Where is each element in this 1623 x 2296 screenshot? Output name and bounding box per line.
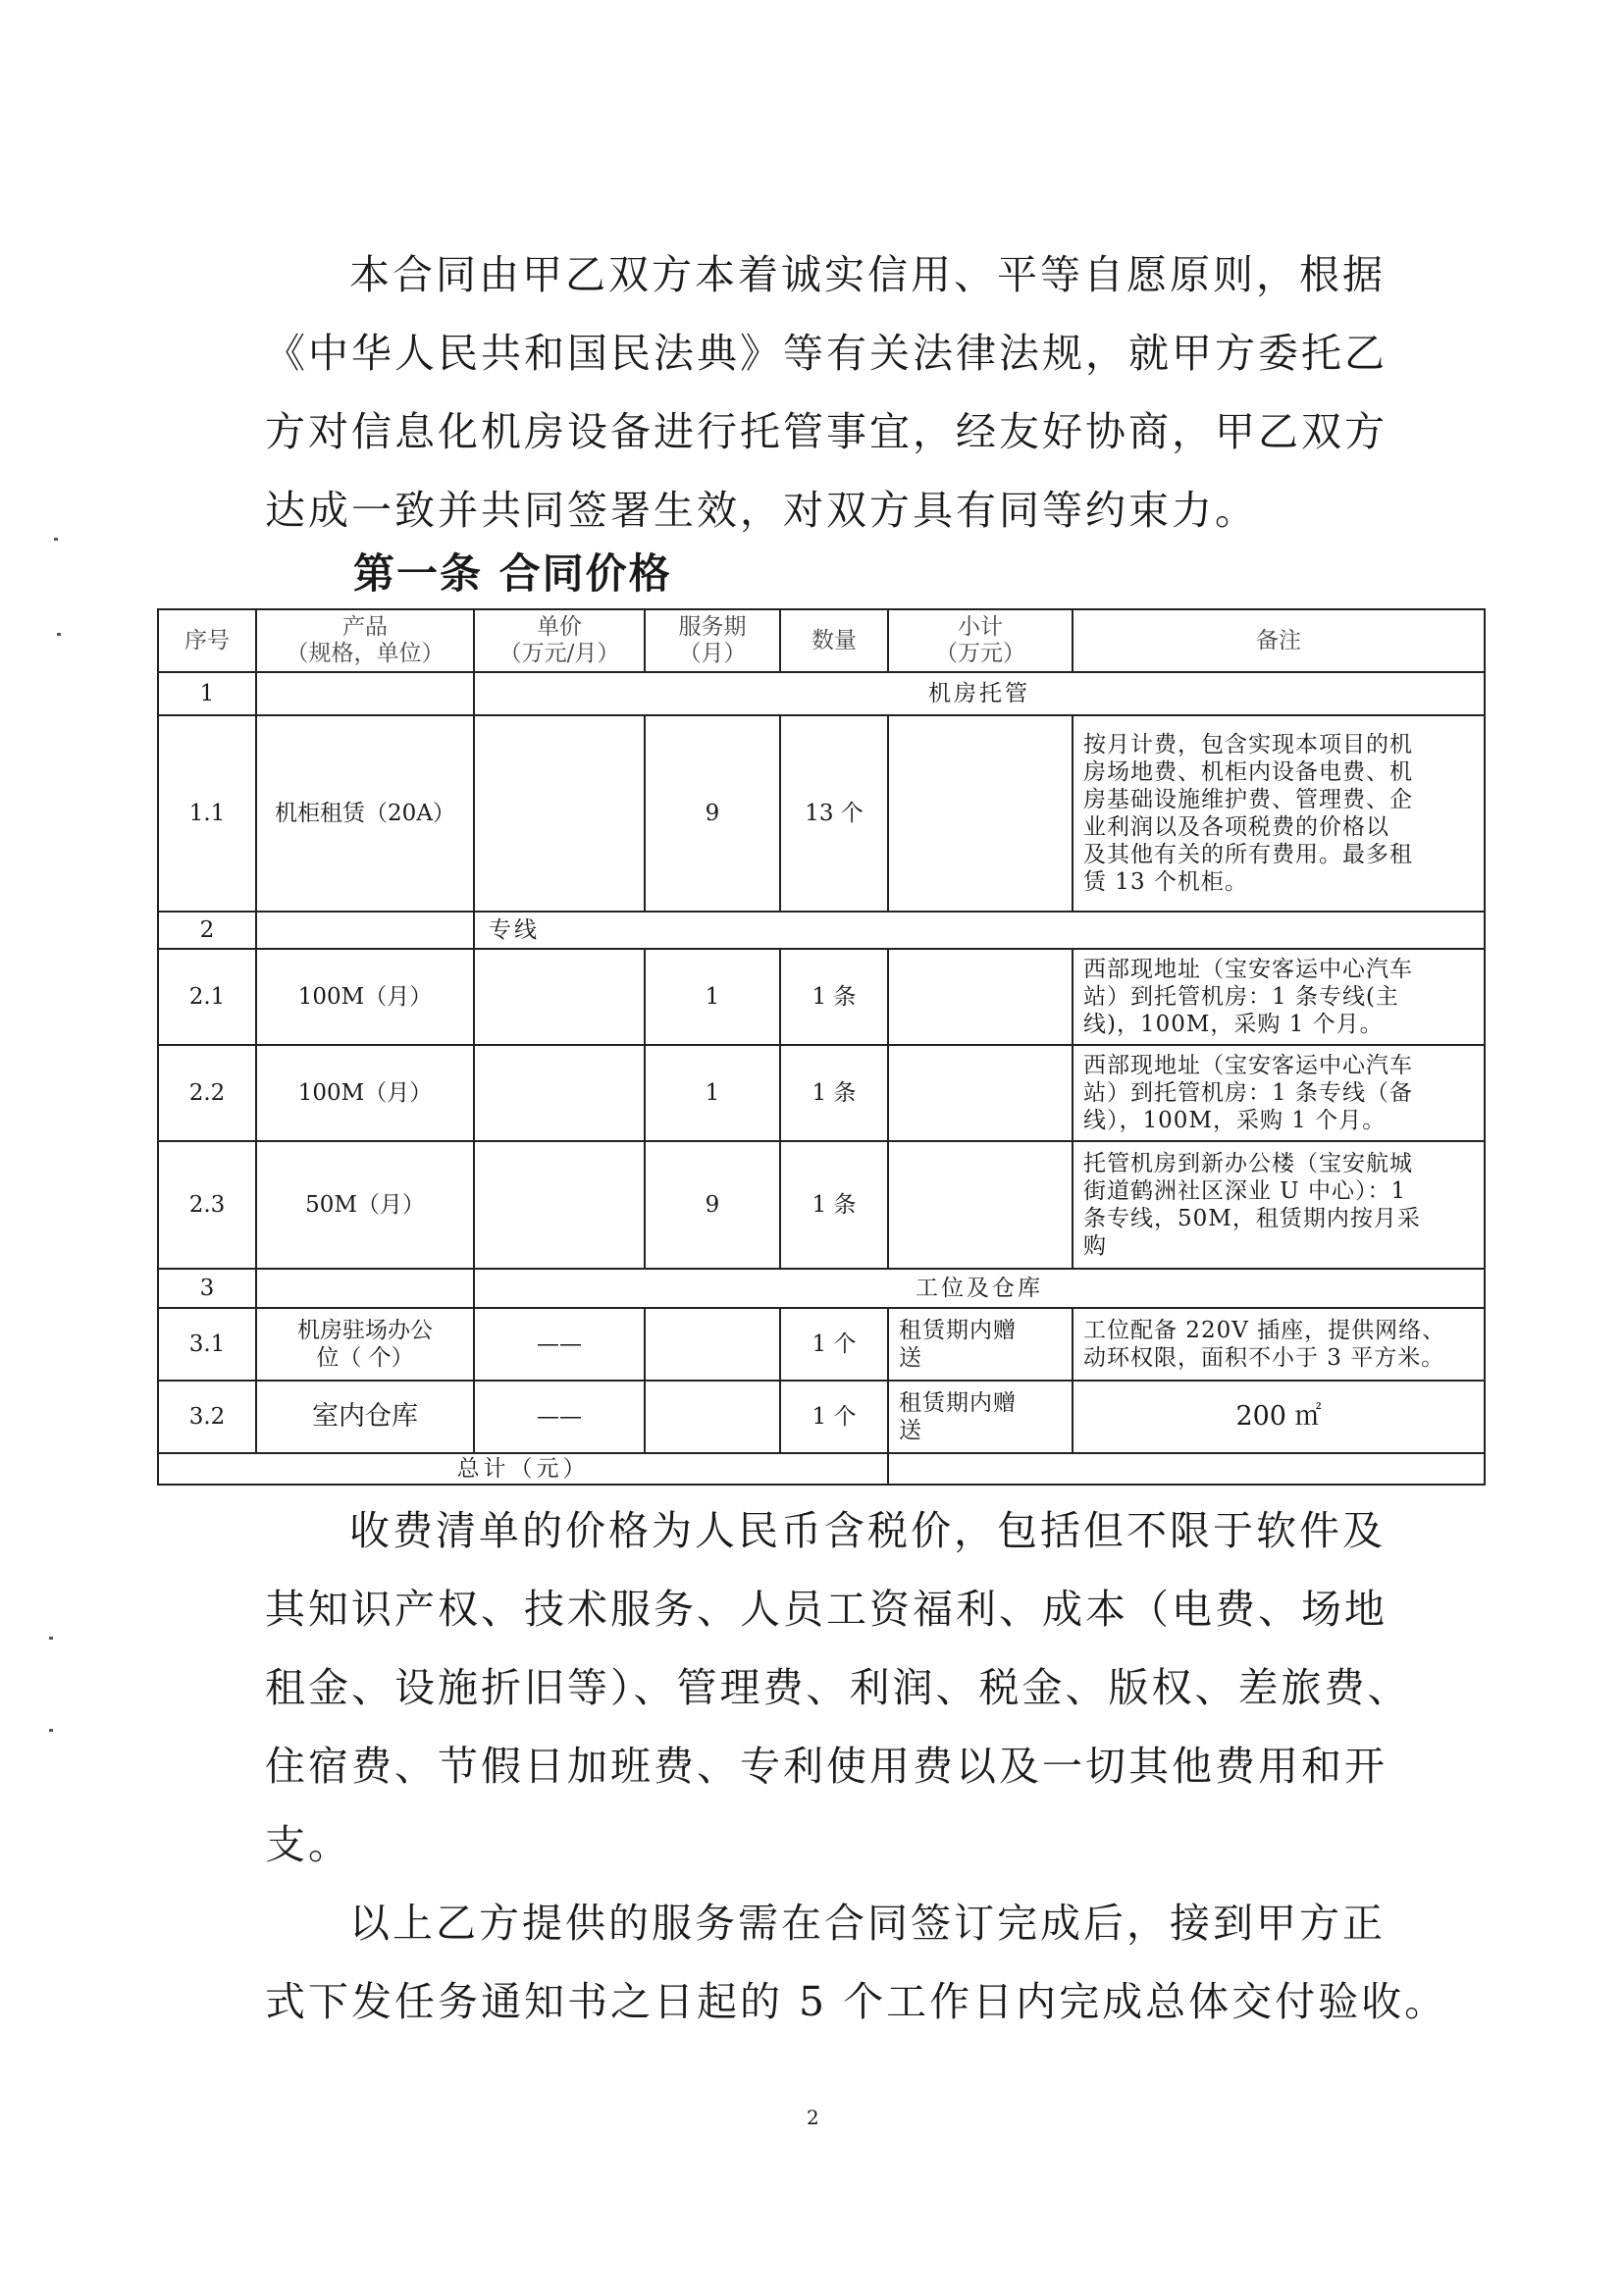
group-seq: 2	[158, 912, 256, 949]
row-product: 室内仓库	[256, 1381, 474, 1453]
header-product-line: （规格，单位）	[286, 641, 445, 666]
remarks-line: 房场地费、机柜内设备电费、机	[1083, 759, 1413, 785]
delivery-line: 以上乙方提供的服务需在合同签订完成后，接到甲方正	[349, 1900, 1386, 1947]
remarks-line: 按月计费，包含实现本项目的机	[1083, 732, 1413, 757]
remarks-line: 工位配备 220V 插座，提供网络、	[1083, 1318, 1446, 1343]
header-period-line: （月）	[678, 641, 747, 666]
header-unit-price-line: 单价	[537, 614, 582, 640]
row-unit-price	[474, 715, 645, 912]
group-label: 专线	[474, 912, 1485, 949]
row-remarks	[1073, 1045, 1485, 1141]
row-subtotal	[888, 1381, 1073, 1453]
header-subtotal-line: 小计	[958, 614, 1003, 640]
intro-line: 方对信息化机房设备进行托管事宜，经友好协商，甲乙双方	[265, 408, 1387, 455]
header-period-line: 服务期	[678, 614, 747, 640]
row-period	[645, 1308, 780, 1381]
remarks-line: 街道鹤洲社区深业 U 中心）：1	[1083, 1178, 1407, 1204]
remarks-line: 站）到托管机房：1 条专线(主	[1083, 984, 1399, 1010]
subtotal-line: 送	[899, 1418, 922, 1443]
group-label: 工位及仓库	[474, 1269, 1485, 1308]
intro-paragraph	[265, 235, 1393, 549]
row-remarks	[1073, 1308, 1485, 1381]
header-subtotal-line: （万元）	[935, 641, 1025, 666]
group-label: 机房托管	[474, 672, 1485, 715]
table-group-row	[158, 1269, 1485, 1308]
row-remarks: 200 ㎡	[1073, 1381, 1485, 1453]
header-remarks: 备注	[1073, 609, 1485, 672]
header-seq: 序号	[158, 609, 256, 672]
intro-line: 《中华人民共和国民法典》等有关法律法规，就甲方委托乙	[265, 330, 1387, 377]
row-product: 100M（月）	[256, 949, 474, 1045]
intro-line: 本合同由甲乙双方本着诚实信用、平等自愿原则，根据	[349, 251, 1386, 298]
row-quantity: 13 个	[780, 715, 888, 912]
row-remarks	[1073, 715, 1485, 912]
row-period: 1	[645, 1045, 780, 1141]
remarks-line: 赁 13 个机柜。	[1083, 869, 1248, 895]
product-line: 机房驻场办公	[297, 1318, 433, 1343]
remarks-line: 购	[1083, 1233, 1107, 1259]
table-group-row	[158, 912, 1485, 949]
row-seq: 2.2	[158, 1045, 256, 1141]
subtotal-line: 租赁期内赠	[899, 1390, 1017, 1416]
header-unit-price-line: （万元/月）	[498, 641, 620, 666]
row-subtotal	[888, 715, 1073, 912]
table-total-row	[158, 1453, 1485, 1485]
pricing-note-line: 住宿费、节假日加班费、专利使用费以及一切其他费用和开	[265, 1743, 1387, 1790]
table-row	[158, 1045, 1485, 1141]
scan-speck	[49, 1637, 53, 1640]
row-seq: 1.1	[158, 715, 256, 912]
delivery-paragraph	[265, 1884, 1448, 2041]
header-unit-price	[474, 609, 645, 672]
pricing-note-line: 租金、设施折旧等）、管理费、利润、税金、版权、差旅费、	[265, 1664, 1411, 1711]
group-seq: 3	[158, 1269, 256, 1308]
table-row	[158, 1381, 1485, 1453]
table-header-row	[158, 609, 1485, 672]
table-row	[158, 1308, 1485, 1381]
pricing-note-paragraph	[265, 1491, 1411, 1884]
row-unit-price: ——	[474, 1381, 645, 1453]
row-subtotal	[888, 1308, 1073, 1381]
row-quantity: 1 条	[780, 949, 888, 1045]
subtotal-line: 租赁期内赠	[899, 1318, 1017, 1343]
row-product: 100M（月）	[256, 1045, 474, 1141]
remarks-line: 及其他有关的所有费用。最多租	[1083, 842, 1413, 867]
pricing-note-line: 收费清单的价格为人民币含税价，包括但不限于软件及	[349, 1507, 1386, 1554]
table-row	[158, 715, 1485, 912]
remarks-line: 站）到托管机房：1 条专线（备	[1083, 1080, 1413, 1106]
row-unit-price: ——	[474, 1308, 645, 1381]
row-period: 9	[645, 715, 780, 912]
row-quantity: 1 个	[780, 1381, 888, 1453]
table-row	[158, 1141, 1485, 1269]
total-value	[888, 1453, 1485, 1485]
row-unit-price	[474, 1141, 645, 1269]
remarks-line: 西部现地址（宝安客运中心汽车	[1083, 1053, 1413, 1078]
subtotal-line: 送	[899, 1345, 922, 1371]
remarks-line: 业利润以及各项税费的价格以	[1083, 814, 1389, 840]
row-seq: 2.1	[158, 949, 256, 1045]
row-seq: 3.2	[158, 1381, 256, 1453]
empty-cell	[256, 912, 474, 949]
header-product	[256, 609, 474, 672]
product-line: 位（ 个）	[316, 1345, 414, 1371]
page-number: 2	[807, 2106, 819, 2129]
remarks-line: 线），100M，采购 1 个月。	[1083, 1108, 1387, 1133]
header-quantity: 数量	[780, 609, 888, 672]
pricing-note-line: 其知识产权、技术服务、人员工资福利、成本（电费、场地	[265, 1586, 1387, 1633]
row-quantity: 1 条	[780, 1141, 888, 1269]
row-product: 机柜租赁（20A）	[256, 715, 474, 912]
row-seq: 3.1	[158, 1308, 256, 1381]
row-quantity: 1 条	[780, 1045, 888, 1141]
row-unit-price	[474, 1045, 645, 1141]
header-subtotal	[888, 609, 1073, 672]
row-remarks	[1073, 949, 1485, 1045]
row-product: 50M（月）	[256, 1141, 474, 1269]
row-unit-price	[474, 949, 645, 1045]
row-seq: 2.3	[158, 1141, 256, 1269]
remarks-line: 动环权限，面积不小于 3 平方米。	[1083, 1345, 1445, 1371]
section-title: 第一条 合同价格	[353, 549, 672, 598]
remarks-line: 条专线，50M，租赁期内按月采	[1083, 1206, 1421, 1231]
header-period	[645, 609, 780, 672]
row-period: 1	[645, 949, 780, 1045]
total-label: 总计（元）	[158, 1453, 888, 1485]
row-period	[645, 1381, 780, 1453]
table-group-row	[158, 672, 1485, 715]
delivery-line: 式下发任务通知书之日起的 5 个工作日内完成总体交付验收。	[265, 1978, 1448, 2025]
row-product	[256, 1308, 474, 1381]
row-subtotal	[888, 1045, 1073, 1141]
contract-price-table	[157, 608, 1486, 1486]
scan-speck	[54, 538, 58, 541]
row-quantity: 1 个	[780, 1308, 888, 1381]
header-product-line: 产品	[342, 614, 388, 640]
remarks-line: 线)，100M，采购 1 个月。	[1083, 1012, 1384, 1037]
row-period: 9	[645, 1141, 780, 1269]
row-subtotal	[888, 1141, 1073, 1269]
empty-cell	[256, 672, 474, 715]
table-row	[158, 949, 1485, 1045]
group-seq: 1	[158, 672, 256, 715]
intro-line: 达成一致并共同签署生效，对双方具有同等约束力。	[265, 487, 1258, 534]
remarks-line: 西部现地址（宝安客运中心汽车	[1083, 957, 1413, 982]
scan-speck	[49, 1729, 53, 1732]
remarks-line: 房基础设施维护费、管理费、企	[1083, 787, 1413, 812]
scan-speck	[57, 633, 61, 636]
pricing-note-line: 支。	[265, 1821, 351, 1868]
row-subtotal	[888, 949, 1073, 1045]
row-remarks	[1073, 1141, 1485, 1269]
empty-cell	[256, 1269, 474, 1308]
remarks-line: 托管机房到新办公楼（宝安航城	[1083, 1151, 1413, 1176]
